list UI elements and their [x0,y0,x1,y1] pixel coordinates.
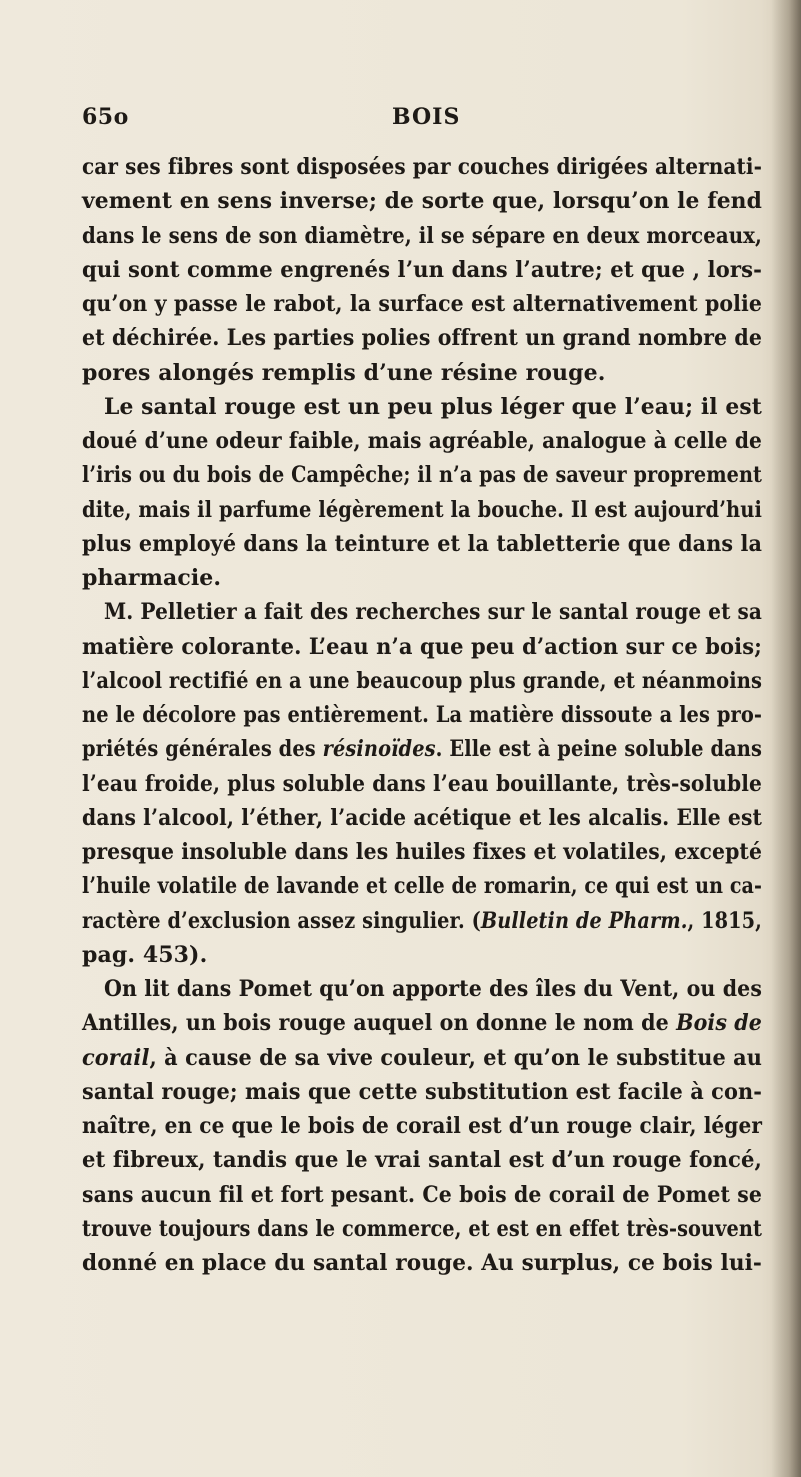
text-line: dans le sens de son diamètre, il se sépare en deux morceaux, [82,222,762,249]
text-line: trouve toujours dans le commerce, et est en effet très-souvent [82,1215,762,1242]
text-line: l’iris ou du bois de Campêche; il n’a pas de saveur proprement [82,462,762,489]
page-edge-shadow [771,0,801,1477]
text-line: matière colorante. L’eau n’a que peu d’action sur ce bois; [82,633,762,660]
text-line: doué d’une odeur faible, mais agréable, analogue à celle de [82,428,762,454]
text-line: et déchirée. Les parties polies offrent un grand nombre de [82,325,762,352]
text-line: l’alcool rectifié en a une beaucoup plus grande, et néanmoins [82,667,762,694]
text-line [82,1041,762,1075]
page-header [82,104,722,140]
text-line: pharmacie. [82,565,222,591]
text-line: ne le décolore pas entièrement. La matière dissoute a les pro- [82,702,762,728]
text-line: santal rouge; mais que cette substitution est facile à con- [82,1078,762,1105]
running-head: BOIS [392,104,461,130]
text-line: l’eau froide, plus soluble dans l’eau bouillante, très-soluble [82,770,762,797]
text-line: et fibreux, tandis que le vrai santal est d’un rouge foncé, [82,1147,762,1174]
text-line: l’huile volatile de lavande et celle de romarin, ce qui est un ca- [82,873,762,900]
paragraph-start-line: On lit dans Pomet qu’on apporte des îles du Vent, ou des [104,976,762,1002]
text-line [82,904,762,938]
italic-term: résinoïdes [322,736,436,763]
text-line: donné en place du santal rouge. Au surplus, ce bois lui- [82,1250,762,1276]
text-line: qui sont comme engrenés l’un dans l’autre; et que , lors- [82,256,762,283]
text-run: Antilles, un bois rouge auquel on donne le nom de [82,1010,677,1037]
italic-term: corail [82,1044,150,1071]
paragraph-start-line: M. Pelletier a fait des recherches sur le santal rouge et sa [104,599,762,626]
text-line [82,1006,762,1040]
text-line: plus employé dans la teinture et la tabletterie que dans la [82,530,762,557]
text-line: qu’on y passe le rabot, la surface est alternativement polie [82,291,762,317]
paragraph-start-line: Le santal rouge est un peu plus léger que l’eau; il est [104,393,762,420]
body-text [82,150,762,1280]
text-run: priétés générales des [82,736,323,763]
text-line: vement en sens inverse; de sorte que, lorsqu’on le fend [82,188,762,215]
italic-citation: Bulletin de Pharm. [480,907,688,934]
text-line: dite, mais il parfume légèrement la bouche. Il est aujourd’hui [82,496,762,523]
text-run: , 1815, [687,907,762,934]
text-line: pag. 453). [82,941,208,968]
text-line: sans aucun fil et fort pesant. Ce bois de corail de Pomet se [82,1181,762,1208]
text-line: presque insoluble dans les huiles fixes et volatiles, excepté [82,839,762,865]
text-run: . Elle est à peine soluble dans [435,736,762,763]
text-line: naître, en ce que le bois de corail est d’un rouge clair, léger [82,1113,762,1139]
text-line: dans l’alcool, l’éther, l’acide acétique et les alcalis. Elle est [82,804,762,831]
page-number: 65o [82,104,129,130]
text-line: car ses fibres sont disposées par couches dirigées alternati- [82,154,762,180]
text-line: pores alongés remplis d’une résine rouge. [82,359,606,386]
italic-term: Bois de [676,1010,762,1037]
text-run: , à cause de sa vive couleur, et qu’on le substitue au [149,1044,762,1071]
text-line [82,732,762,766]
text-run: ractère d’exclusion assez singulier. ( [82,907,481,934]
